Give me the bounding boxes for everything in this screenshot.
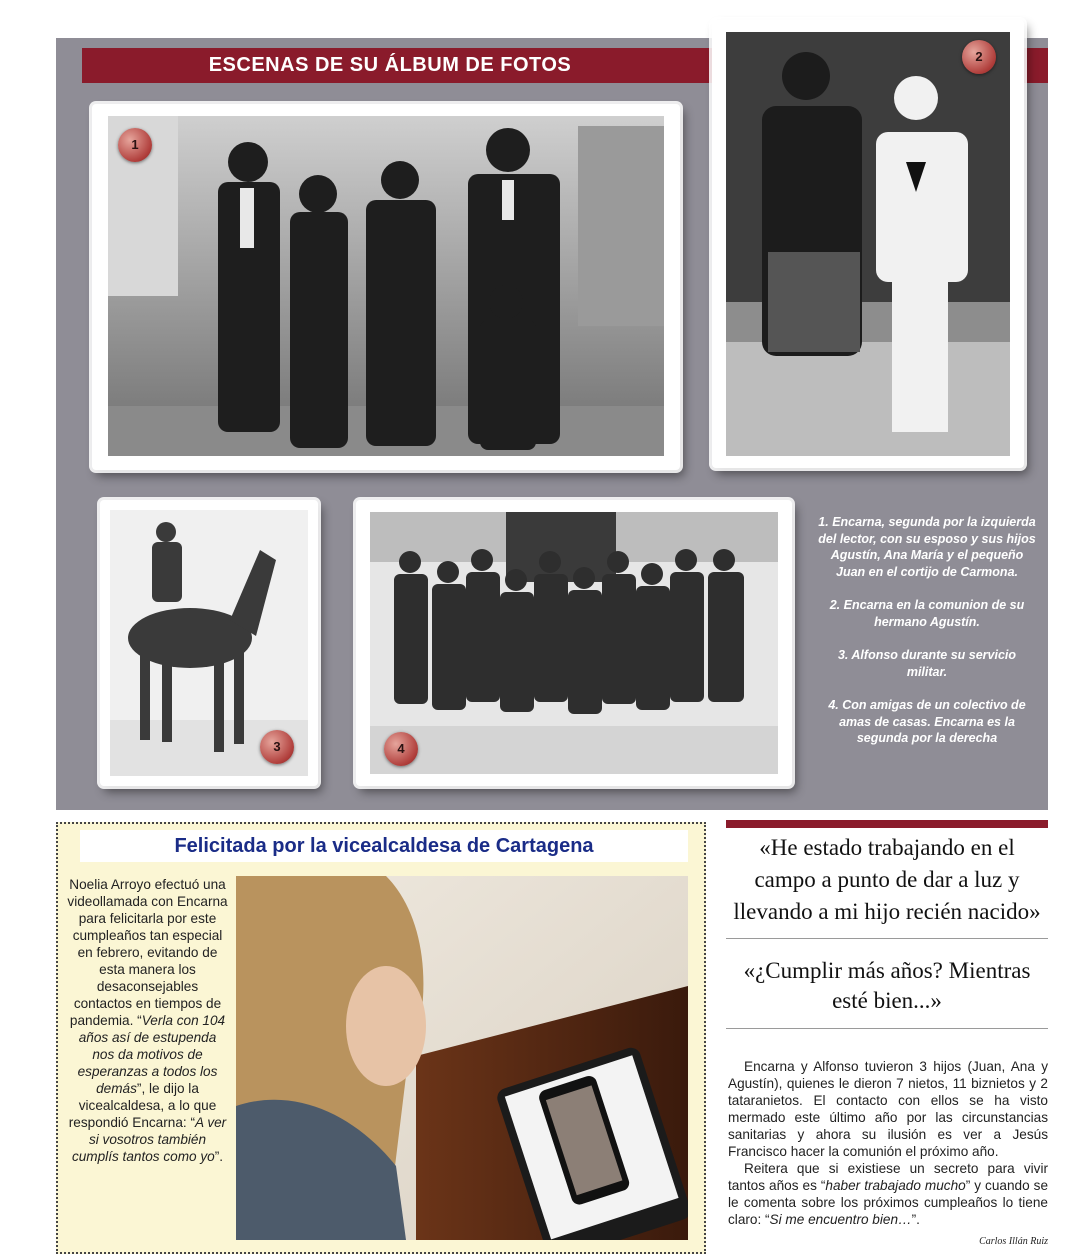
sidebar-text: Noelia Arroyo efectuó una videollamada con Encarna para felicitarla por este cumpleaños tan especial en febrero, evitando de esta manera los desaconsejables contactos en tiempos de pandemia. “Verla con 104 años así de estupenda nos da motivos de esperanzas a todos los demás”, le dijo la vicealcaldesa, a lo que respondió Encarna: “A ver si vosotros también cumplís tantos como yo”. bbox=[67, 877, 228, 1164]
column-top-rule bbox=[726, 820, 1048, 828]
article-body bbox=[728, 1058, 1048, 1228]
article-paragraph-1: Encarna y Alfonso tuvieron 3 hijos (Juan, Ana y Agustín), quienes le dieron 7 nietos, 11 biznietos y 2 tataranietos. El contacto con ellos se ha visto mermado este último año por las circunstancias sanitarias y ahora su ilusión es ver a Jesús Francisco hacer la comunión el próximo año. bbox=[728, 1059, 1048, 1159]
article-paragraph-2: Reitera que si existiese un secreto para vivir tantos años es “haber trabajado mucho” y cuando se le comenta sobre los próximos cumpleaños lo tiene claro: “Si me encuentro bien…”. bbox=[728, 1161, 1049, 1227]
photo-number-badge-2: 2 bbox=[962, 40, 996, 74]
group-women-photo-icon bbox=[370, 512, 778, 774]
pull-quote-1: «He estado trabajando en el campo a punto de dar a luz y llevando a mi hijo recién nacido» bbox=[733, 835, 1041, 924]
caption-2: 2. Encarna en la comunion de su hermano Agustín. bbox=[829, 598, 1025, 629]
videocall-photo-icon bbox=[236, 876, 688, 1240]
photo-number-badge-1: 1 bbox=[118, 128, 152, 162]
sidebar-title: Felicitada por la vicealcaldesa de Cartagena bbox=[80, 830, 688, 862]
caption-1: 1. Encarna, segunda por la izquierda del lector, con su esposo y sus hijos Agustín, Ana María y el pequeño Juan en el cortijo de Carmona. bbox=[818, 515, 1036, 579]
quote-divider-2 bbox=[726, 1028, 1048, 1029]
photo-frame-1 bbox=[92, 104, 680, 470]
quote-divider-1 bbox=[726, 938, 1048, 939]
photo-number-badge-4: 4 bbox=[384, 732, 418, 766]
photo-frame-4 bbox=[356, 500, 792, 786]
photo-number-badge-3: 3 bbox=[260, 730, 294, 764]
author-credit: Carlos Illán Ruiz bbox=[979, 1236, 1048, 1247]
photo-frame-2 bbox=[712, 20, 1024, 468]
photo-captions bbox=[818, 514, 1036, 764]
gallery-title: ESCENAS DE SU ÁLBUM DE FOTOS bbox=[208, 54, 572, 76]
family-photo-icon bbox=[108, 116, 664, 456]
caption-4: 4. Con amigas de un colectivo de amas de casas. Encarna es la segunda por la derecha bbox=[828, 698, 1026, 745]
communion-photo-icon bbox=[726, 32, 1010, 456]
caption-3: 3. Alfonso durante su servicio militar. bbox=[837, 648, 1017, 679]
pull-quote-2: «¿Cumplir más años? Mientras esté bien...» bbox=[743, 958, 1031, 1013]
